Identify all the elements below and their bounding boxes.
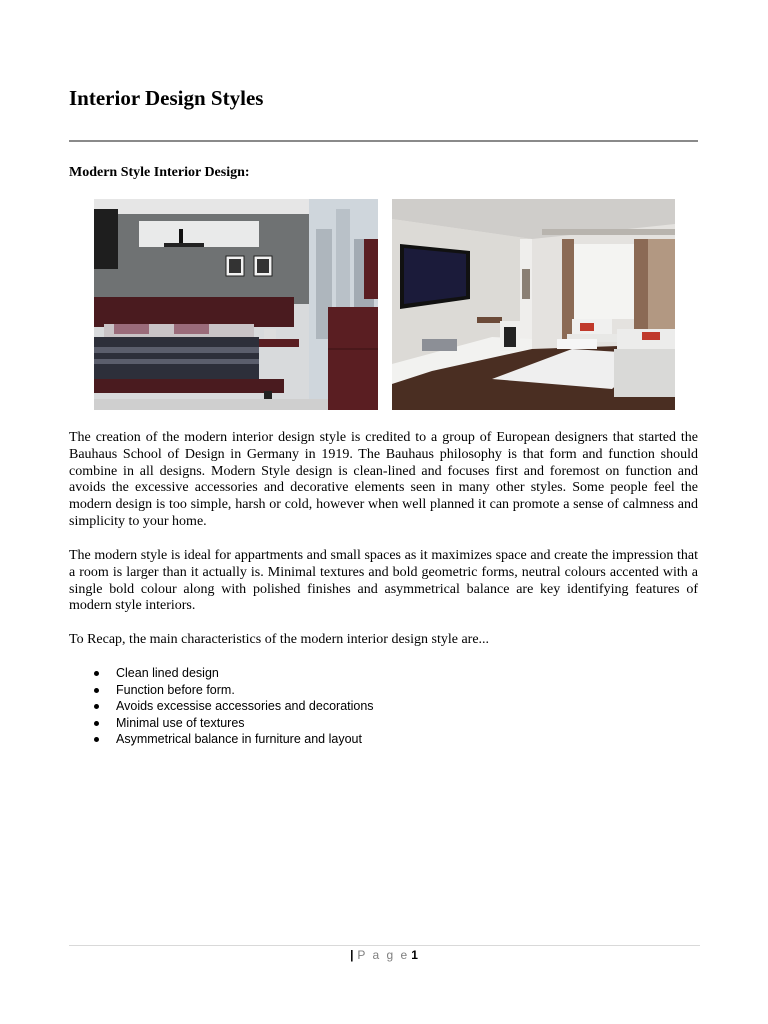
- page-number: 1: [411, 948, 418, 962]
- list-item: [94, 715, 374, 732]
- title-divider: [69, 140, 698, 142]
- list-item: [94, 665, 374, 682]
- list-item-text: Clean lined design: [116, 666, 219, 680]
- bullet-icon: [94, 737, 99, 742]
- list-item: [94, 682, 374, 699]
- bullet-icon: [94, 721, 99, 726]
- characteristics-list: [94, 665, 374, 748]
- section-heading: Modern Style Interior Design:: [69, 165, 250, 180]
- paragraph-origins: The creation of the modern interior design style is credited to a group of European designers that started the Bauhaus School of Design in Germany in 1919. The Bauhaus philosophy is that form and function should combine in all designs. Modern Style design is clean-lined and focuses first and foremost on function and avoids the excessive accessories and decorative elements seen in many other styles. Some people feel the modern design is too simple, harsh or cold, however when well planned it can promote a sense of calmness and simplicity to your home.: [69, 430, 698, 529]
- recap-intro: To Recap, the main characteristics of the modern interior design style are...: [69, 632, 490, 647]
- list-item: [94, 731, 374, 748]
- bullet-icon: [94, 704, 99, 709]
- footer-separator: |: [350, 948, 354, 962]
- page-title: Interior Design Styles: [69, 86, 264, 110]
- footer-divider: [69, 945, 700, 946]
- living-room-photo: [392, 199, 675, 410]
- list-item-text: Avoids excessise accessories and decorations: [116, 699, 374, 713]
- paragraph-small-spaces: The modern style is ideal for appartments and small spaces as it maximizes space and create the impression that a room is larger than it actually is. Minimal textures and bold geometric forms, neutral colours accented with a single bold colour along with polished finishes and asymmetrical balance are key identifying features of modern style interiors.: [69, 548, 698, 614]
- list-item-text: Asymmetrical balance in furniture and layout: [116, 732, 362, 746]
- list-item: [94, 698, 374, 715]
- page-footer: [0, 948, 768, 962]
- list-item-text: Function before form.: [116, 682, 235, 697]
- bullet-icon: [94, 688, 99, 693]
- list-item-text: Minimal use of textures: [116, 715, 245, 730]
- bullet-icon: [94, 671, 99, 676]
- page-label: P a g e: [357, 948, 410, 962]
- bedroom-photo: [94, 199, 378, 410]
